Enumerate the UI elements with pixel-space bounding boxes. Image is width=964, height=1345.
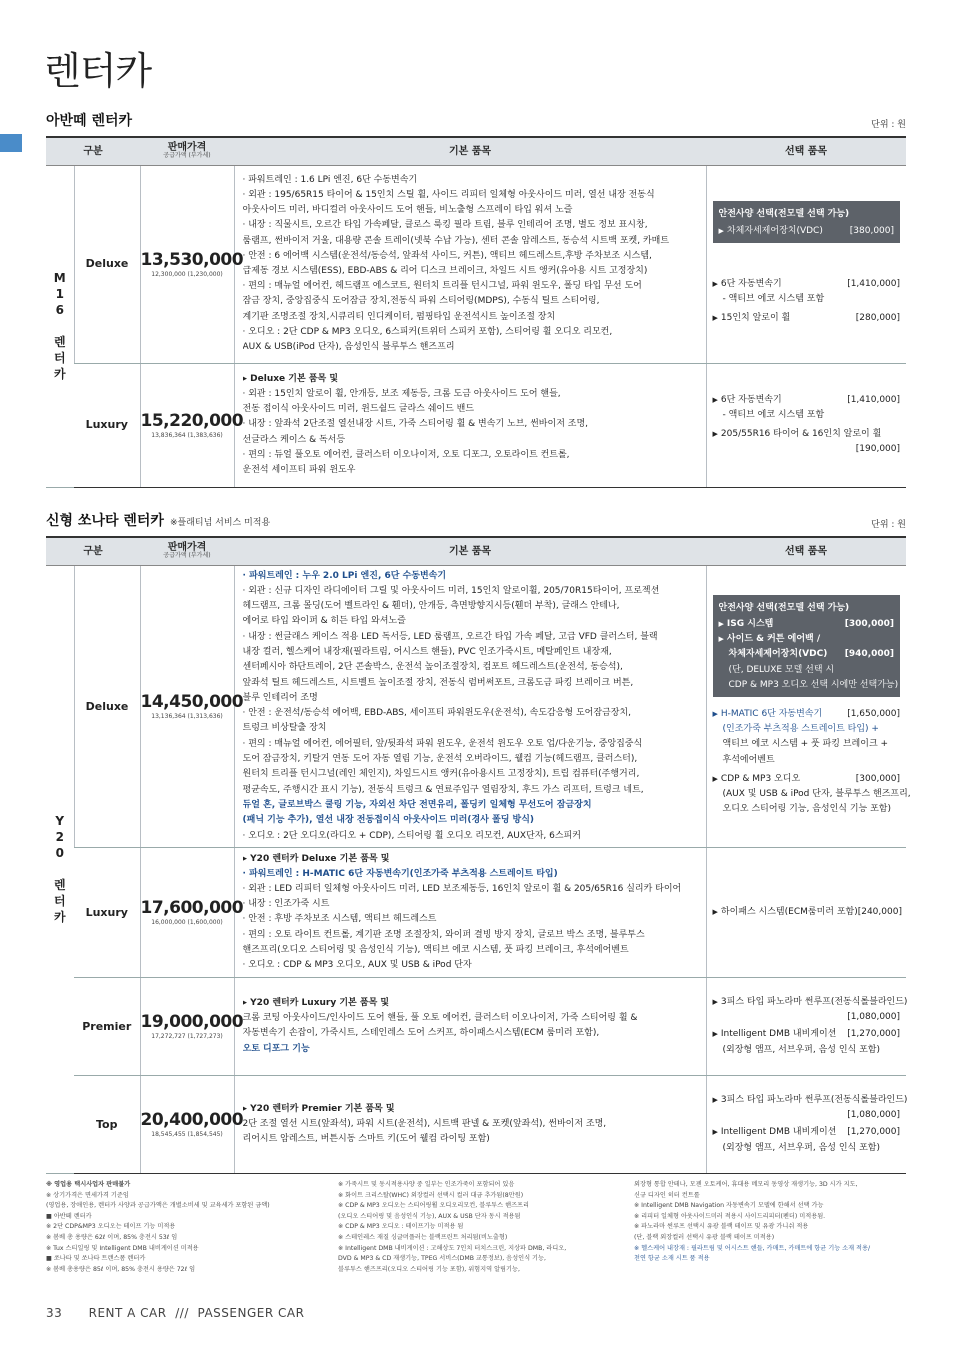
feature-list: · 파워트레인 : 누우 2.0 LPi 엔진, 6단 수동변속기 · 외관 : 신규 디자인 라디에이터 그릴 및 아웃사이드 미러, 15인치 알로이휠, 205/70R15타이어, 프로젝션 헤드램프, 크롬 몰딩(도어 벨트라인 & 휀더), 안개등, 측면방향지시등(휀더 부착), 글래스 안테나, 에어로 타입 와이퍼 & 히든 타입 와셔노즐 · 내장 : 썬글래스 케이스 적용 LED 독서등, LED 룸램프, 오르간 타입 가속 페달, 고급 VFD 클러스터, 블랙 내장 컬러, 헬스케어 내장재(필라트림, 어시스트 핸들), PVC 인조가죽시트, 메탈페인트 내장재, 센터페시아 하단트레이, 2단 콘솔박스, 운전석 높이조절장치, 컴포트 헤드레스트(운전석, 동승석), 앞좌석 틸트 헤드레스트, 시트벨트 높이조절 장치, 전동식 럼버써포트, 크롬도금 파킹 브레이크 버튼, 블루 인테리어 조명 · 안전 : 운전석/동승석 에어백, EBD-ABS, 세이프티 파워윈도우(운전석), 속도감응형 도어잠금장치, 트렁크 비상탈출 장치 · 편의 : 매뉴얼 에어컨, 에어필터, 앞/뒷좌석 파워 윈도우, 운전석 윈도우 오토 업/다운기능, 중앙집중식 도어 잠금장치, 키탈거 연동 도어 자동 열림 기능, 운전석 오버라이드, 웰컴 기능(헤드램프, 클러스터), 원터치 트리플 턴시그널(레인 체인지), 차일드시트 앵커(유아용시트 고정장치), 트립 컴퓨터(주행거리, 평균속도, 주행시간 표시 기능), 전동식 트렁크 & 연료주입구 열림장치, 후드 가스 리프터, 트렁크 네트, 듀얼 혼, 글로브박스 쿨링 기능, 자외선 차단 전면유리, 폴딩키 일체형 무선도어 잠금장치 (패닉 기능 추가), 열선 내장 전동접이식 아웃사이드 미러(경사 폴딩 방식) · 오디오 : 2단 오디오(라디오 + CDP), 스티어링 휠 오디오 리모컨, AUX단자, 6스피커	[234, 565, 706, 847]
sonata-unit: 단위 : 원	[871, 520, 906, 530]
grade-label: Deluxe	[74, 165, 140, 363]
model-label: M 1 6 렌 터 카	[46, 165, 74, 487]
option-cell: ▶ 3피스 타입 파노라마 썬루프(전동식롤블라인드) [1,080,000] ▶ Intelligent DMB 내비게이션 [1,270,000] (외장형 앰프, 서브우퍼, 음성 인식 포함)	[706, 1075, 906, 1173]
col-basic-header: 기본 품목	[234, 137, 706, 165]
grade-label: Luxury	[74, 363, 140, 487]
avante-section	[46, 108, 906, 488]
price-cell: 17,600,000 16,000,000 (1,600,000)	[140, 847, 234, 977]
sonata-title: 신형 쏘나타 렌터카	[46, 513, 164, 529]
option-cell: 안전사양 선택(전모델 선택 가능) ▶ ISG 시스템 [300,000] ▶ 사이드 & 커튼 에어백 / 차체자세제어장치(VDC) [940,000] (단, DELUXE 모델 선택 시 CDP & MP3 오디오 선택 시에만 선택가능) ▶ H-MATIC 6단 자동변속기 [1,650,000] (인조가죽 부츠적용 스트레이트 타입) + 액티브 에코 시스템 + 풋 파킹 브레이크 + 후석에어벤트 ▶ CDP & MP3 오디오 [300,000] (AUX 및 USB & iPod 단자, 블루투스 핸즈프리, 오디오 스티어링 기능, 음성인식 기능 포함)	[706, 565, 906, 847]
price-cell: 19,000,000 17,272,727 (1,727,273)	[140, 977, 234, 1075]
footnotes	[46, 1180, 906, 1275]
feature-list: ▸ Y20 렌터카 Luxury 기본 품목 및 크롬 코팅 아웃사이드/인사이드 도어 핸들, 풀 오토 에어컨, 클러스터 이오나이저, 가죽 스티어링 휠 & 자동변속기 손잡이, 가죽시트, 스테인레스 도어 스커프, 하이패스시스템(ECM 룸미러 포함), 오토 디포그 기능	[234, 977, 706, 1075]
feature-list: ▸ Y20 렌터카 Premier 기본 품목 및 2단 조절 열선 시트(앞좌석), 파워 시트(운전석), 시트백 판넬 & 포켓(앞좌석), 썬바이저 조명, 리어시트 암레스트, 버튼시동 스마트 키(도어 웰컴 라이팅 포함)	[234, 1075, 706, 1173]
table-row	[46, 565, 906, 847]
option-cell: ▶ 하이패스 시스템(ECM룸미러 포함) [240,000]	[706, 847, 906, 977]
option-cell: ▶ 6단 자동변속기 [1,410,000] - 액티브 에코 시스템 포함 ▶ 205/55R16 타이어 & 16인치 알로이 휠 [190,000]	[706, 363, 906, 487]
sonata-section	[46, 508, 911, 1174]
grade-label: Deluxe	[74, 565, 140, 847]
grade-label: Top	[74, 1075, 140, 1173]
table-row	[46, 977, 906, 1075]
col-price-header: 판매가격 공급가액 (부가세)	[140, 137, 234, 165]
feature-list: ▸ Y20 렌터카 Deluxe 기본 품목 및 · 파워트레인 : H-MATIC 6단 자동변속기(인조가죽 부츠적용 스트레이트 타입) · 외관 : LED 리피터 일체형 아웃사이드 미러, LED 보조제동등, 16인치 알로이 휠 & 205/65R16 실리카 타이어 · 내장 : 인조가죽 시트 · 안전 : 후방 주차보조 시스템, 액티브 헤드레스트 · 편의 : 오토 라이트 컨트롤, 계기판 조명 조절장치, 와이퍼 결빙 방지 장치, 글로브 박스 조명, 블루투스 핸즈프리(오디오 스티어링 및 음성인식 기능), 액티브 에코 시스템, 풋 파킹 브레이크, 후석에어벤트 · 오디오 : CDP & MP3 오디오, AUX 및 USB & iPod 단자	[234, 847, 706, 977]
col-grade-header: 구분	[46, 537, 140, 565]
grade-label: Premier	[74, 977, 140, 1075]
col-basic-header: 기본 품목	[234, 537, 706, 565]
footnote-col-1: ※ 영업용 택시사업자 판매불가 ※ 상기가격은 면세가격 기준임 (영업용, 장애인용, 렌터카 사양과 공급가액은 개별소비세 및 교육세가 포함된 금액) ■ 아반떼 렌터카 ※ 2단 CDP&MP3 오디오는 테이프 기능 미적용 ※ 봄베 총 용량은 62ℓ 이며, 85% 충전시 53ℓ 임 ※ Tux 스티일링 및 Intelligent DMB 내비게이션 미적용 ■ 쏘나타 및 쏘나타 트랜스폼 렌터카 ※ 봄베 총용량은 85ℓ 이며, 85% 충전시 용량은 72ℓ 임	[46, 1181, 270, 1273]
page-footer	[46, 1306, 304, 1320]
avante-title: 아반떼 렌터카	[46, 113, 133, 129]
footer-text: RENT A CAR /// PASSENGER CAR	[88, 1306, 305, 1320]
col-option-header: 선택 품목	[706, 537, 906, 565]
safety-option-box: 안전사양 선택(전모델 선택 가능) ▶ 차체자세제어장치(VDC) [380,000]	[713, 201, 901, 242]
col-grade-header: 구분	[46, 137, 140, 165]
option-cell: ▶ 3피스 타입 파노라마 썬루프(전동식롤블라인드) [1,080,000] ▶ Intelligent DMB 내비게이션 [1,270,000] (외장형 앰프, 서브우퍼, 음성 인식 포함)	[706, 977, 906, 1075]
table-row	[46, 847, 906, 977]
sonata-price-table	[46, 536, 911, 1174]
footnote-col-3: 외장형 통합 안테나, 모젠 오토케어, 휴대용 메모리 동영상 재생기능, 3D 시가 지도, 신규 디자인 히터 컨트롤 ※ Intelligent DMB Navigation 자동변속기 모델에 한해서 선택 가능 ※ 리피터 일체형 아웃사이드미러 적용시 사이드리피터(펜더) 미적용됨. ※ 파노라마 썬루프 선택시 유광 블랙 테이프 및 유광 가니쉬 적용 (단, 블랙 외장컬러 선택시 유광 블랙 테이프 미적용) ※ 헬스케어 내장재 : 필라트림 및 어시스트 핸들, 카매트, 카매트에 항균 기능 소재 적용/ 천연 항균 소재 시트 품 적용	[634, 1181, 871, 1263]
option-cell: 안전사양 선택(전모델 선택 가능) ▶ 차체자세제어장치(VDC) [380,000] ▶ 6단 자동변속기 [1,410,000] - 액티브 에코 시스템 포함 ▶ 15인치 알로이 휠 [280,000]	[706, 165, 906, 363]
price-cell: 13,530,000 12,300,000 (1,230,000)	[140, 165, 234, 363]
avante-price-table	[46, 136, 906, 488]
page-title: 렌터카	[44, 49, 152, 93]
price-cell: 14,450,000 13,136,364 (1,313,636)	[140, 565, 234, 847]
col-price-header: 판매가격 공급가액 (부가세)	[140, 537, 234, 565]
grade-label: Luxury	[74, 847, 140, 977]
price-cell: 15,220,000 13,836,364 (1,383,636)	[140, 363, 234, 487]
table-row	[46, 1075, 906, 1173]
table-row	[46, 165, 906, 363]
page-number: 33	[46, 1306, 63, 1320]
safety-option-box: 안전사양 선택(전모델 선택 가능) ▶ ISG 시스템 [300,000] ▶ 사이드 & 커튼 에어백 / 차체자세제어장치(VDC) [940,000] (단, DELUXE 모델 선택 시 CDP & MP3 오디오 선택 시에만 선택가능)	[713, 595, 901, 697]
feature-list: · 파워트레인 : 1.6 LPi 엔진, 6단 수동변속기 · 외관 : 195/65R15 타이어 & 15인치 스틸 휠, 사이드 리피터 일체형 아웃사이드 미러, 열선 내장 전동식 아웃사이드 미러, 바디컬러 아웃사이드 도어 핸들, 비노출형 스프레이 타입 워셔 노즐 · 내장 : 직물시트, 오르간 타입 가속페달, 클로스 룩킹 필라 트림, 블루 인테리어 조명, 별도 정보 표시창, 룸램프, 썬바이저 거울, 대용량 콘솔 트레이(넷북 수납 가능), 센터 콘솔 암레스트, 동승석 시트백 포켓, 카매트 · 안전 : 6 에어백 시스템(운전석/동승석, 앞좌석 사이드, 커튼), 액티브 헤드레스트,후방 주차보조 시스템, 급제동 경보 시스템(ESS), EBD-ABS & 리어 디스크 브레이크, 차일드 시트 앵커(유아용 시트 고정장치) · 편의 : 매뉴얼 에어컨, 헤드램프 에스코트, 원터치 트리플 턴시그널, 파워 윈도우, 폴딩 타입 무선 도어 잠금 장치, 중앙집중식 도어잠금 장치,전동식 파워 스티어링(MDPS), 수동식 틸트 스티어링, 계기판 조명조절 장치,시큐리티 인디케이터, 펌핑타입 운전석시트 높이조절 장치 · 오디오 : 2단 CDP & MP3 오디오, 6스피커(트위터 스피커 포함), 스티어링 휠 오디오 리모컨, AUX & USB(iPod 단자), 음성인식 블루투스 핸즈프리	[234, 165, 706, 363]
price-cell: 20,400,000 18,545,455 (1,854,545)	[140, 1075, 234, 1173]
model-label: Y 2 0 렌 터 카	[46, 565, 74, 1173]
feature-list: ▸ Deluxe 기본 품목 및 · 외관 : 15인치 알로이 휠, 안개등, 보조 제동등, 크롬 도금 아웃사이드 도어 핸들, 전동 접이식 아웃사이드 미러, 윈드쉴드 글라스 쉐이드 밴드 · 내장 : 앞좌석 2단조절 열선내장 시트, 가죽 스티어링 휠 & 변속기 노브, 썬바이저 조명, 선글라스 케이스 & 독서등 · 편의 : 듀얼 풀오토 에어컨, 클러스터 이오나이저, 오토 디포그, 오토라이트 컨트롤, 운전석 세이프티 파워 윈도우	[234, 363, 706, 487]
col-option-header: 선택 품목	[706, 137, 906, 165]
footnote-col-2: ※ 가죽시트 및 동시적용사양 중 일부는 인조가죽이 포함되어 있음 ※ 화이트 크리스탈(WHC) 외장컬러 선택시 컬러 대금 추가됨(8만원) ※ CDP & MP3 오디오는 스티어링휠 오디오리모컨, 블루투스 핸즈프리 (오디오 스티어링 및 음성인식 기능), AUX & USB 단자 동시 적용됨 ※ CDP & MP3 오디오 : 테이프기능 미적용 됨 ※ 스테인레스 재질 싱글머플러는 블랙프린트 처리됨(비노출형) ※ Intelligent DMB 내비게이션 : 고해상도 7인치 터치스크린, 지상파 DMB, 라디오, DVD & MP3 & CD 재생기능, TPEG 서비스(DMB 교통정보), 음성인식 기능, 블루투스 핸즈프리(오디오 스티어링 기능 포함), 위험지역 알림기능,	[338, 1181, 567, 1273]
sonata-note: ※플래티넘 서비스 미적용	[169, 518, 271, 528]
section-marker	[0, 134, 22, 152]
avante-unit: 단위 : 원	[871, 120, 906, 130]
table-row	[46, 363, 906, 487]
